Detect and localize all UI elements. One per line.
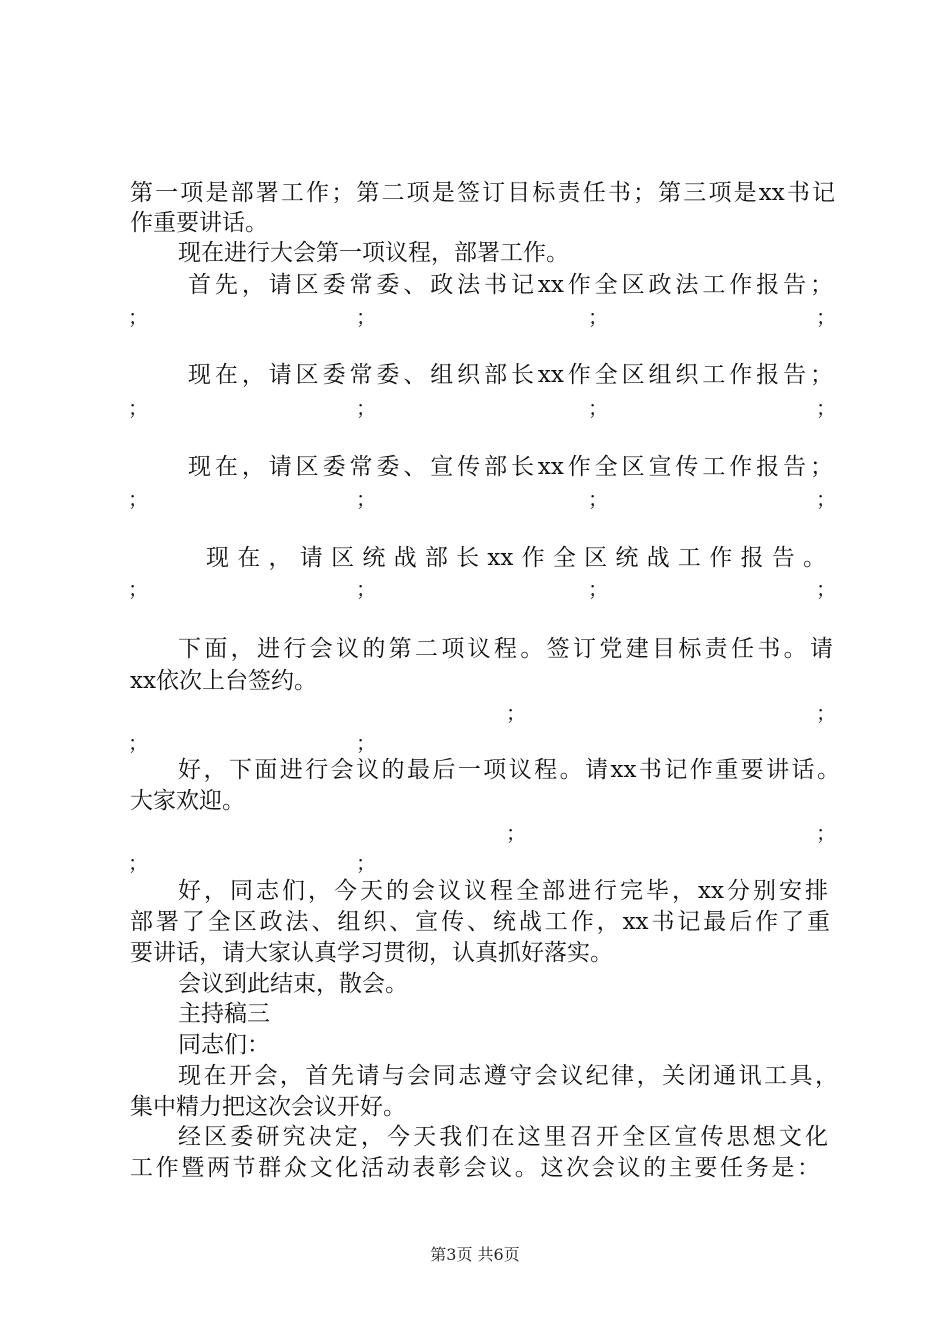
semicolon-mark: ；: [128, 851, 148, 875]
semicolon-mark: ；: [588, 396, 608, 420]
paragraph-line: 工作暨两节群众文化活动表彰会议。这次会议的主要任务是：: [130, 1155, 820, 1181]
paragraph-line: 现在开会，首先请与会同志遵守会议纪律，关闭通讯工具，: [178, 1063, 838, 1089]
paragraph-line: 同志们：: [178, 1032, 270, 1058]
paragraph-line: 会议到此结束，散会。: [178, 971, 408, 997]
semicolon-mark: ；: [356, 731, 376, 755]
semicolon-mark: ；: [816, 396, 836, 420]
page-footer: 第3页 共6页: [430, 1245, 520, 1264]
semicolon-mark: ；: [128, 577, 148, 601]
paragraph-line: xx依次上台签约。: [130, 668, 317, 694]
paragraph-line: 大家欢迎。: [130, 788, 245, 814]
semicolon-mark: ；: [816, 577, 836, 601]
semicolon-mark: ；: [588, 577, 608, 601]
semicolon-mark: ；: [356, 305, 376, 329]
paragraph-line: 第一项是部署工作；第二项是签订目标责任书；第三项是xx书记: [130, 180, 835, 206]
paragraph-line: 要讲话，请大家认真学习贯彻，认真抓好落实。: [130, 940, 613, 966]
paragraph-line: 经区委研究决定，今天我们在这里召开全区宣传思想文化: [178, 1124, 828, 1150]
semicolon-mark: ；: [128, 396, 148, 420]
paragraph-line: 现在进行大会第一项议程，部署工作。: [178, 240, 569, 266]
semicolon-mark: ；: [356, 396, 376, 420]
paragraph-line: 好，同志们，今天的会议议程全部进行完毕，xx分别安排: [178, 878, 828, 904]
semicolon-mark: ；: [506, 821, 526, 845]
semicolon-mark: ；: [356, 487, 376, 511]
paragraph-line: 下面，进行会议的第二项议程。签订党建目标责任书。请: [178, 636, 833, 662]
paragraph-line: 集中精力把这次会议开好。: [130, 1094, 406, 1120]
paragraph-line: 作重要讲话。: [130, 210, 268, 236]
paragraph-line: 部署了全区政法、组织、宣传、统战工作，xx书记最后作了重: [130, 909, 830, 935]
paragraph-line: 现在，请区委常委、组织部长xx作全区组织工作报告；: [188, 362, 833, 388]
semicolon-mark: ；: [816, 821, 836, 845]
paragraph-line: 现在，请区委常委、宣传部长xx作全区宣传工作报告；: [188, 454, 833, 480]
paragraph-line: 现在，请区统战部长xx作全区统战工作报告。: [206, 545, 826, 571]
paragraph-line: 首先，请区委常委、政法书记xx作全区政法工作报告；: [188, 272, 833, 298]
semicolon-mark: ；: [588, 305, 608, 329]
semicolon-mark: ；: [506, 701, 526, 725]
semicolon-mark: ；: [816, 305, 836, 329]
semicolon-mark: ；: [356, 577, 376, 601]
paragraph-line: 主持稿三: [178, 1001, 270, 1027]
semicolon-mark: ；: [588, 487, 608, 511]
semicolon-mark: ；: [356, 851, 376, 875]
semicolon-mark: ；: [128, 487, 148, 511]
semicolon-mark: ；: [128, 731, 148, 755]
semicolon-mark: ；: [816, 487, 836, 511]
semicolon-mark: ；: [816, 701, 836, 725]
paragraph-line: 好，下面进行会议的最后一项议程。请xx书记作重要讲话。: [178, 757, 840, 783]
semicolon-mark: ；: [128, 305, 148, 329]
